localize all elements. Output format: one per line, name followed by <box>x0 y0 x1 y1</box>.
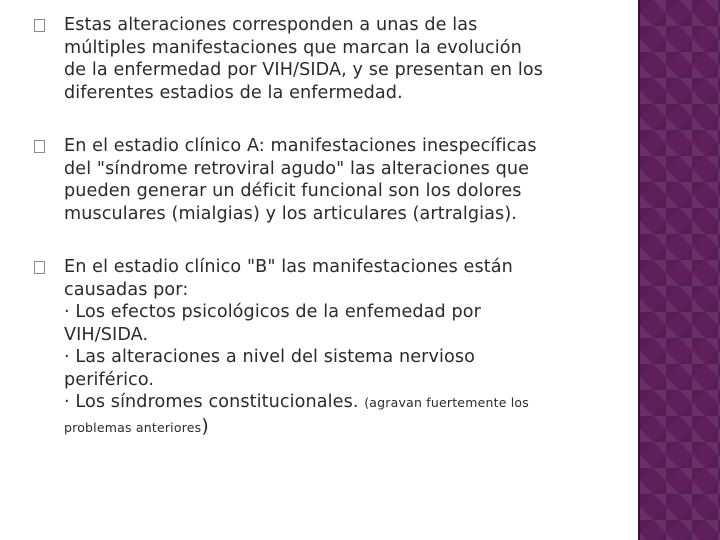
bullet-box-icon <box>34 140 45 153</box>
bullet-line: diferentes estadios de la enfermedad. <box>64 82 403 103</box>
bullet-line: · Los efectos psicológicos de la enfemedad por <box>64 302 481 322</box>
bullet-line <box>64 415 632 440</box>
bullet-note-end: problemas anteriores <box>64 419 202 435</box>
bullet-line: musculares (mialgias) y los articulares (artralgias). <box>64 203 517 224</box>
bullet-line: Estas alteraciones corresponden a unas de las <box>64 15 478 35</box>
bullet-line-text: · Los síndromes constitucionales. <box>64 392 359 412</box>
bullet-line: causadas por: <box>64 279 189 300</box>
bullet-line: múltiples manifestaciones que marcan la evolución <box>64 37 522 58</box>
bullet-line: En el estadio clínico "B" las manifestaciones están <box>64 257 513 277</box>
bullet-line: · Las alteraciones a nivel del sistema nervioso <box>64 347 475 367</box>
bullet-line: periférico. <box>64 369 155 390</box>
bullet-item <box>32 256 632 439</box>
bullet-line <box>64 391 632 415</box>
bullet-line: VIH/SIDA. <box>64 324 149 345</box>
bullet-line: pueden generar un déficit funcional son los dolores <box>64 181 522 201</box>
bullet-line: En el estadio clínico A: manifestaciones inespecíficas <box>64 136 537 156</box>
bullet-item <box>32 135 632 225</box>
bullet-item <box>32 14 632 104</box>
decorative-sidebar <box>640 0 720 540</box>
bullet-box-icon <box>34 19 45 32</box>
slide-content <box>32 14 632 439</box>
bullet-note-close: ) <box>201 414 209 437</box>
bullet-note-start: (agravan fuertemente los <box>364 395 529 410</box>
bullet-box-icon <box>34 261 45 274</box>
bullet-line: de la enfermedad por VIH/SIDA, y se presentan en los <box>64 60 543 80</box>
bullet-line: del "síndrome retroviral agudo" las alteraciones que <box>64 158 530 179</box>
